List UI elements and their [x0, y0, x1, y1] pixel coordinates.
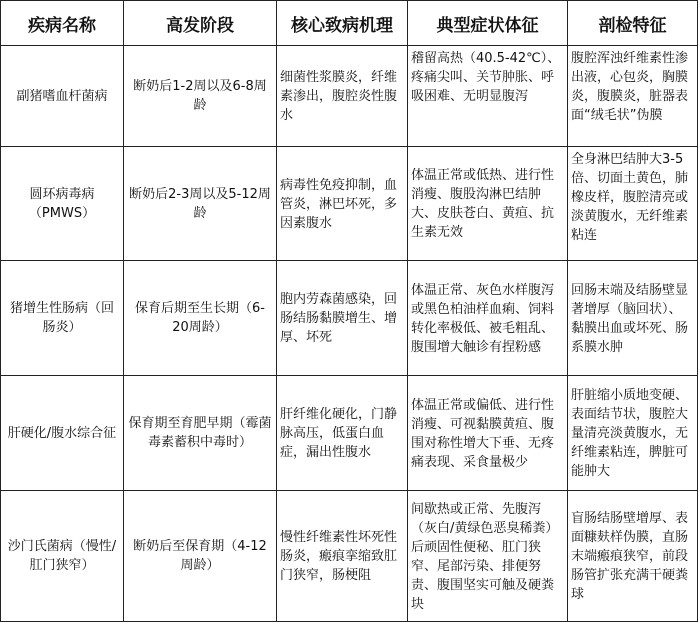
header-peak-stage: 高发阶段: [124, 1, 277, 46]
necropsy-cell: 回肠末端及结肠壁显著增厚（脑回状）、黏膜出血或坏死、肠系膜水肿: [568, 261, 698, 376]
necropsy-cell: 全身淋巴结肿大3-5倍、切面土黄色，肺橡皮样，腹腔清亮或淡黄腹水，无纤维素粘连: [568, 147, 698, 261]
necropsy-cell: 盲肠结肠壁增厚、表面糠麸样伪膜，直肠末端瘢痕狭窄，前段肠管扩张充满干硬粪球: [568, 491, 698, 622]
necropsy-cell: 肝脏缩小质地变硬、表面结节状，腹腔大量清亮淡黄腹水，无纤维素粘连，脾脏可能肿大: [568, 376, 698, 491]
table-row: [1, 376, 698, 491]
symptoms-cell: 稽留高热（40.5-42℃）、疼痛尖叫、关节肿胀、呼吸困难、无明显腹泻: [408, 46, 568, 147]
header-disease-name: 疾病名称: [1, 1, 124, 46]
header-necropsy: 剖检特征: [568, 1, 698, 46]
stage-cell: 断奶后至保育期（4-12周龄）: [124, 491, 277, 622]
symptoms-cell: 体温正常或低热、进行性消瘦、腹股沟淋巴结肿大、皮肤苍白、黄疸、抗生素无效: [408, 147, 568, 261]
table-row: [1, 261, 698, 376]
disease-name-cell: 肝硬化/腹水综合征: [1, 376, 124, 491]
mechanism-cell: 病毒性免疫抑制，血管炎，淋巴坏死，多因素腹水: [277, 147, 408, 261]
stage-cell: 保育期至育肥早期（霉菌毒素蓄积中毒时）: [124, 376, 277, 491]
header-row: [1, 1, 698, 46]
stage-cell: 断奶后1-2周以及6-8周龄: [124, 46, 277, 147]
necropsy-cell: 腹腔浑浊纤维素性渗出液，心包炎，胸膜炎，腹膜炎，脏器表面“绒毛状”伪膜: [568, 46, 698, 147]
table-row: [1, 147, 698, 261]
symptoms-cell: 体温正常、灰色水样腹泻或黑色柏油样血痢、饲料转化率极低、被毛粗乱、腹围增大触诊有捏粉感: [408, 261, 568, 376]
symptoms-cell: 体温正常或偏低、进行性消瘦、可视黏膜黄疸、腹围对称性增大下垂、无疼痛表现、采食量极少: [408, 376, 568, 491]
stage-cell: 断奶后2-3周以及5-12周龄: [124, 147, 277, 261]
stage-cell: 保育后期至生长期（6-20周龄）: [124, 261, 277, 376]
table-row: [1, 491, 698, 622]
disease-name-cell: 猪增生性肠病（回肠炎）: [1, 261, 124, 376]
mechanism-cell: 慢性纤维素性坏死性肠炎，瘢痕挛缩致肛门狭窄，肠梗阻: [277, 491, 408, 622]
disease-name-cell: 副猪嗜血杆菌病: [1, 46, 124, 147]
disease-name-cell: 沙门氏菌病（慢性/肛门狭窄）: [1, 491, 124, 622]
table-row: [1, 46, 698, 147]
disease-name-cell: 圆环病毒病（PMWS）: [1, 147, 124, 261]
mechanism-cell: 胞内劳森菌感染，回肠结肠黏膜增生、增厚、坏死: [277, 261, 408, 376]
header-symptoms: 典型症状体征: [408, 1, 568, 46]
header-mechanism: 核心致病机理: [277, 1, 408, 46]
mechanism-cell: 细菌性浆膜炎，纤维素渗出，腹腔炎性腹水: [277, 46, 408, 147]
symptoms-cell: 间歇热或正常、先腹泻（灰白/黄绿色恶臭稀粪）后顽固性便秘、肛门狭窄、尾部污染、排便努责、腹围坚实可触及硬粪块: [408, 491, 568, 622]
mechanism-cell: 肝纤维化硬化，门静脉高压，低蛋白血症，漏出性腹水: [277, 376, 408, 491]
